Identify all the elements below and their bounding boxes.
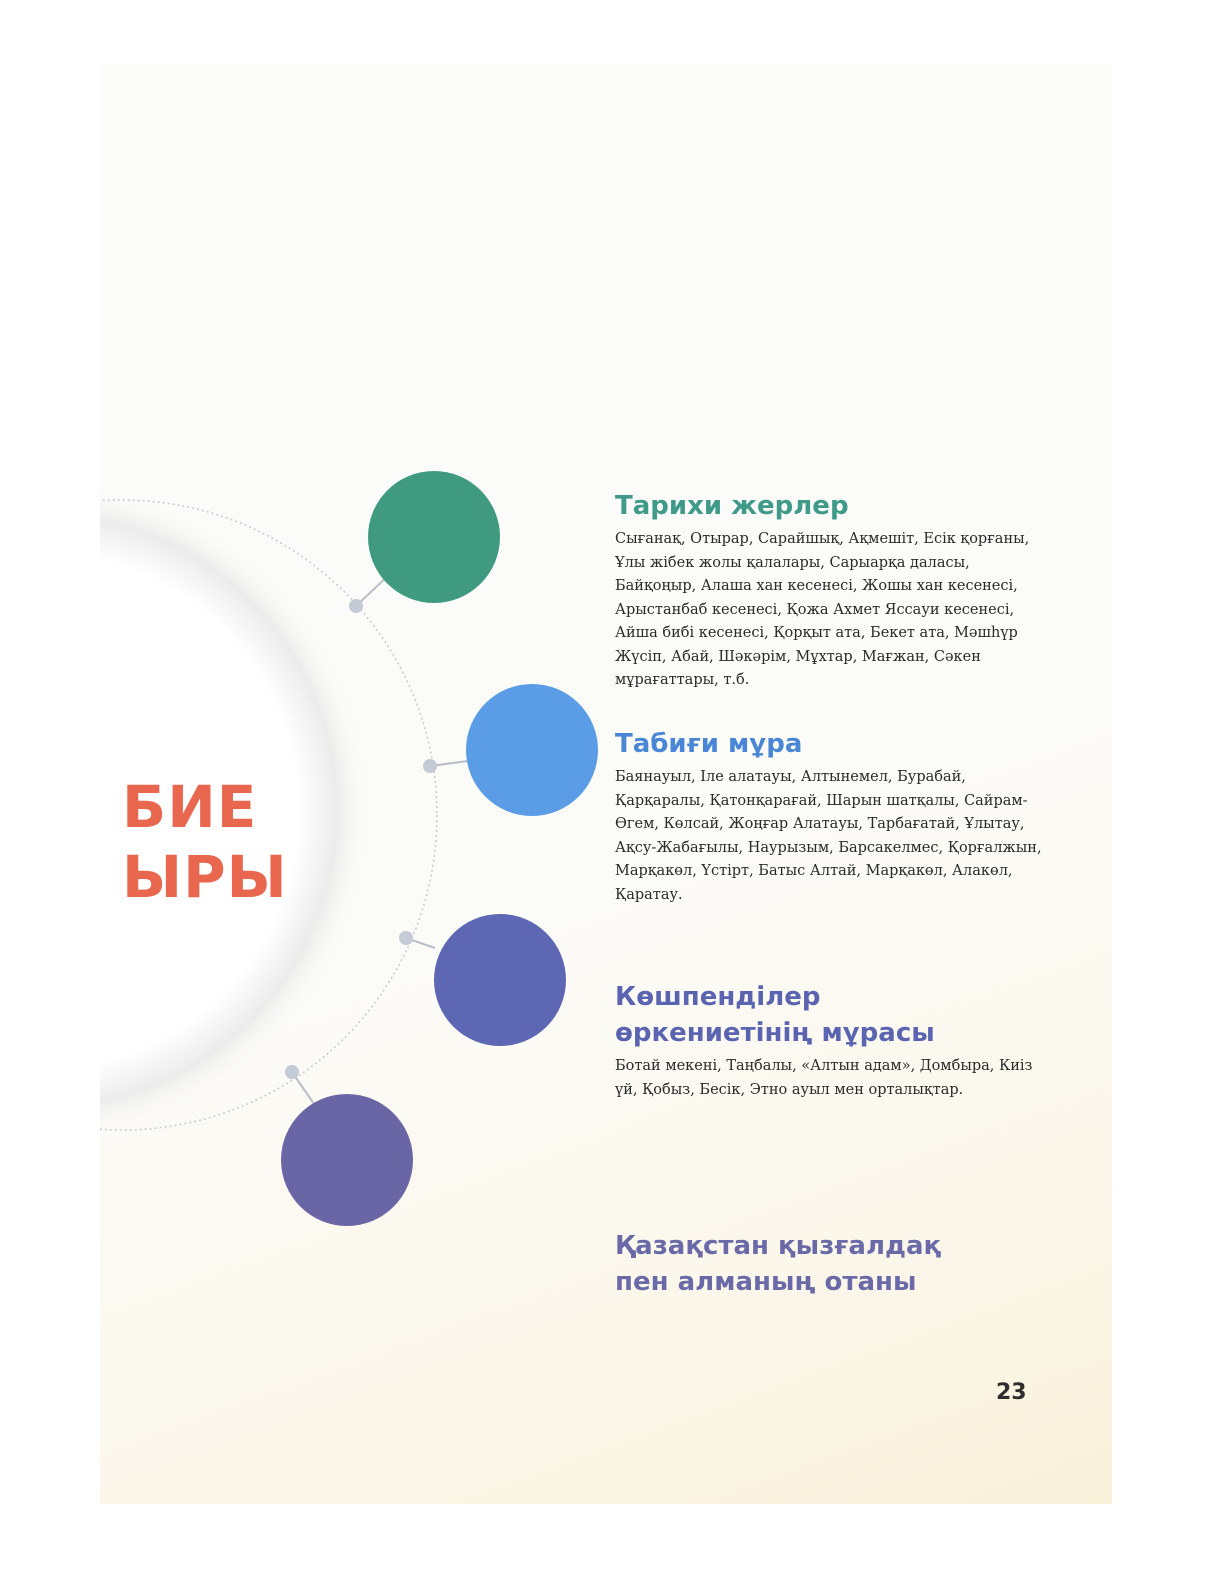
title-line-2: ЫРЫ bbox=[122, 843, 288, 911]
text-historic-sites: Сығанақ, Отырар, Сарайшық, Ақмешіт, Есік қорғаны, Ұлы жібек жолы қалалары, Сарыарқа даласы, Байқоңыр, Алаша хан кесенесі, Жошы хан кесенесі, Арыстанбаб кесенесі, Қожа Ахмет Яссауи кесенесі, Айша бибі кесенесі, Қорқыт ата, Бекет ата, Мәшһүр Жүсіп, Абай, Шәкәрім, Мұхтар, Мағжан, Сәкен мұрағаттары, т.б. bbox=[615, 531, 1030, 688]
connector-node-3 bbox=[399, 931, 413, 945]
heading-tulip-apple bbox=[615, 1228, 1055, 1300]
circle-tulip-apple bbox=[281, 1094, 413, 1226]
heading-nomad-heritage bbox=[615, 979, 1055, 1051]
text-natural-heritage: Баянауыл, Іле алатауы, Алтынемел, Бурабай, Қарқаралы, Қатонқарағай, Шарын шатқалы, Сайрам-Өгем, Көлсай, Жоңғар Алатауы, Тарбағатай, Ұлытау, Ақсу-Жабағылы, Наурызым, Барсакелмес, Қорғалжын, Марқакөл, Үстірт, Батыс Алтай, Марқакөл, Алакөл, Қаратау. bbox=[615, 769, 1042, 903]
heading-natural-heritage: Табиғи мұра bbox=[615, 729, 803, 759]
heading-historic-sites: Тарихи жерлер bbox=[615, 491, 849, 521]
section-nomad-heritage bbox=[615, 979, 1055, 1102]
section-historic-sites bbox=[615, 488, 1055, 693]
connector-node-4 bbox=[285, 1065, 299, 1079]
heading-nomad-heritage-line-2: өркениетінің мұрасы bbox=[615, 1018, 935, 1048]
circle-natural-heritage bbox=[466, 684, 598, 816]
text-nomad-heritage: Ботай мекені, Таңбалы, «Алтын адам», Домбыра, Киіз үй, Қобыз, Бесік, Этно ауыл мен орталықтар. bbox=[615, 1058, 1033, 1098]
circle-historic-sites bbox=[368, 471, 500, 603]
section-tulip-apple bbox=[615, 1228, 1055, 1300]
heading-tulip-apple-line-1: Қазақстан қызғалдақ bbox=[615, 1231, 942, 1261]
section-natural-heritage bbox=[615, 726, 1055, 907]
connector-node-2 bbox=[423, 759, 437, 773]
circle-nomad-heritage bbox=[434, 914, 566, 1046]
heading-tulip-apple-line-2: пен алманың отаны bbox=[615, 1267, 917, 1297]
connector-node-1 bbox=[349, 599, 363, 613]
page-sheet bbox=[100, 64, 1112, 1504]
title-line-1: БИЕ bbox=[122, 773, 258, 841]
heading-nomad-heritage-line-1: Көшпенділер bbox=[615, 982, 821, 1012]
page-number: 23 bbox=[996, 1380, 1027, 1405]
